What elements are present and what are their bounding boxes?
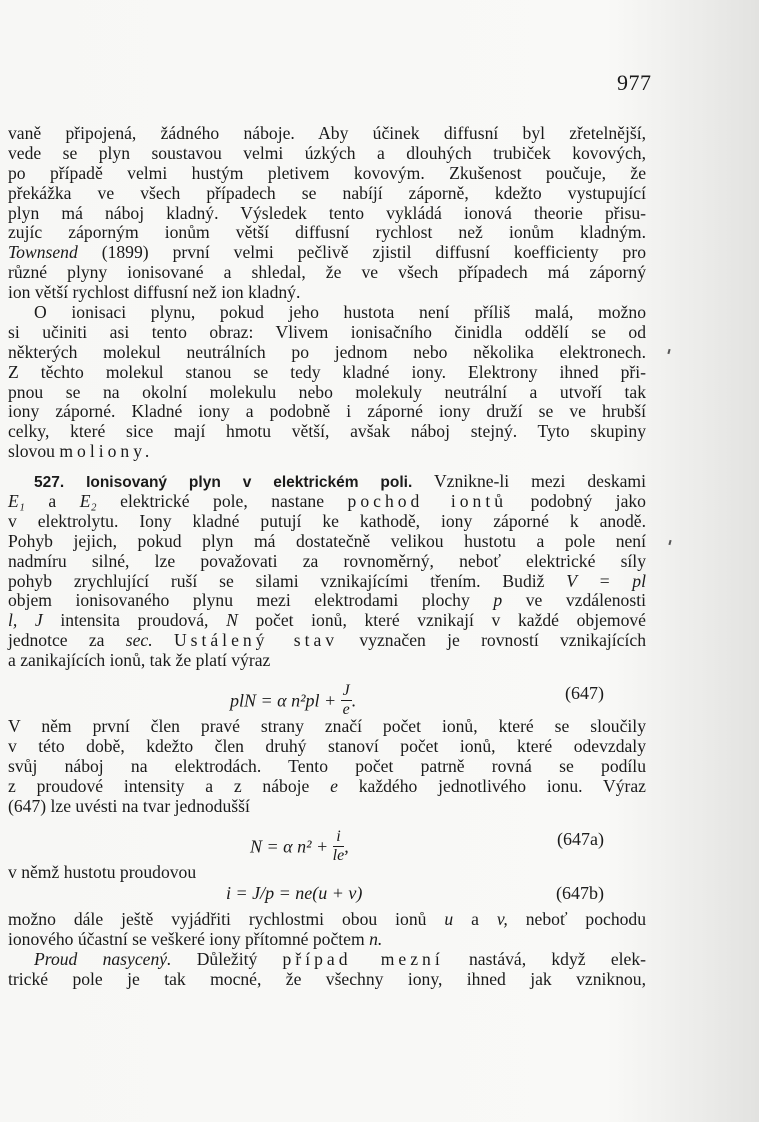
text-line: překážka ve všech případech se nabíjí záporně, kdežto vystupující: [8, 182, 646, 203]
text-line: slovou moliony.: [8, 441, 154, 462]
text-line: v této době, kdežto člen druhý stanoví počet ionů, které odevzdaly: [8, 735, 646, 756]
text-line: ion větší rychlost diffusní než ion kladný.: [8, 282, 301, 303]
term-moliony: moliony.: [59, 441, 154, 462]
page-body: [8, 124, 646, 990]
text-line: Pohyb jejich, pokud plyn má dostatečně velikou hustotu a pole není: [8, 530, 646, 551]
text-line: jednotce za sec. Ustálený stav vyznačen je rovností vznikajících: [8, 630, 646, 651]
text-line: pohyb zrychlující ruší se silami vznikajícími třením. Budiž V = pl: [8, 570, 646, 591]
text-line: E₁ a E₂ elektrické pole, nastane pochod iontů podobný jako: [8, 491, 646, 512]
text-line: trické pole je tak mocné, že všechny iony, ihned jak vzniknou,: [8, 969, 646, 990]
equation-647a: N = α n² + $\frac{i}{le}$ , (647a): [250, 827, 604, 864]
author-name: Townsend: [8, 242, 78, 263]
text-line: svůj náboj na elektrodách. Tento počet patrně rovná se podílu: [8, 755, 646, 776]
section-heading-line: 527. Ionisovaný plyn v elektrickém poli. Vznikne-li mezi deskami: [34, 471, 646, 492]
equation-label: (647b): [556, 883, 604, 904]
text-line: pnou se na okolní molekulu nebo molekuly neutrální a utvoří tak: [8, 381, 646, 402]
text-line: si učiniti asi tento obraz: Vlivem ionisačního činidla oddělí se od: [8, 321, 646, 342]
text-line: Z těchto molekul stanou se tedy kladné iony. Elektrony ihned při-: [8, 361, 646, 382]
text-line: po případě velmi hustým pletivem kovovým. Zkušenost poučuje, že: [8, 162, 646, 183]
text-line: l, J intensita proudová, N počet ionů, které vznikají v každé objemové: [8, 610, 646, 631]
equation-label: (647): [565, 683, 604, 704]
text-line: ionového účastní se veškeré iony přítomné počtem n.: [8, 929, 383, 950]
text-line: možno dále ještě vyjádřiti rychlostmi obou ionů u a v, neboť pochodu: [8, 909, 647, 930]
text-line: Proud nasycený. Důležitý případ mezní nastává, když elek-: [34, 949, 646, 970]
text-line: plyn má náboj kladný. Výsledek tento vykládá ionová theorie přisu-: [8, 202, 646, 223]
equation-647: plN = α n²pl + $\frac{J}{e}$ . (647): [230, 682, 604, 719]
text-line: V něm první člen pravé strany značí počet ionů, které se sloučily: [8, 716, 646, 737]
equation-647b: i = J/p = ne(u + v) (647b): [226, 883, 604, 904]
text-line: v elektrolytu. Iony kladné putují ke kathodě, iony záporné k anodě.: [8, 510, 646, 531]
page-number: 977: [617, 70, 652, 95]
text-line: iony záporné. Kladné iony a podobně i záporné iony druží se ve hrubší: [8, 401, 646, 422]
section-heading: 527. Ionisovaný plyn v elektrickém poli.: [34, 474, 413, 492]
text-line: (647) lze uvésti na tvar jednodušší: [8, 795, 250, 816]
text-line: vede se plyn soustavou velmi úzkých a dlouhých trubiček kovových,: [8, 142, 646, 163]
text-line: O ionisaci plynu, pokud jeho hustota není příliš malá, možno: [34, 302, 646, 323]
scan-speck: [667, 349, 670, 354]
text-line: vaně připojená, žádného náboje. Aby účinek diffusní byl zřetelnější,: [8, 123, 646, 143]
text-line: zujíc záporným ionům větší diffusní rychlost než ionům kladným.: [8, 222, 646, 243]
text-line: z proudové intensity a z náboje e každého jednotlivého ionu. Výraz: [8, 775, 646, 796]
equation-label: (647a): [557, 828, 604, 849]
text-line: a zanikajících ionů, tak že platí výraz: [8, 650, 271, 671]
text-line: nadmíru silné, lze považovati za rovnoměrný, neboť elektrické síly: [8, 550, 646, 571]
text-line: celky, které sice mají hmotu větší, avšak náboj stejný. Tyto skupiny: [8, 421, 646, 442]
text-line: v němž hustotu proudovou: [8, 861, 197, 882]
text-line: různé plyny ionisované a shledal, že ve všech případech má záporný: [8, 262, 646, 283]
text-line: Townsend (1899) první velmi pečlivě zjistil diffusní koefficienty pro: [8, 242, 646, 263]
paragraph-title: Proud nasycený.: [34, 949, 172, 970]
scan-speck: [668, 540, 671, 545]
text-line: některých molekul neutrálních po jednom nebo několika elektronech.: [8, 341, 646, 362]
text-line: objem ionisovaného plynu mezi elektrodami plochy p ve vzdálenosti: [8, 590, 646, 611]
